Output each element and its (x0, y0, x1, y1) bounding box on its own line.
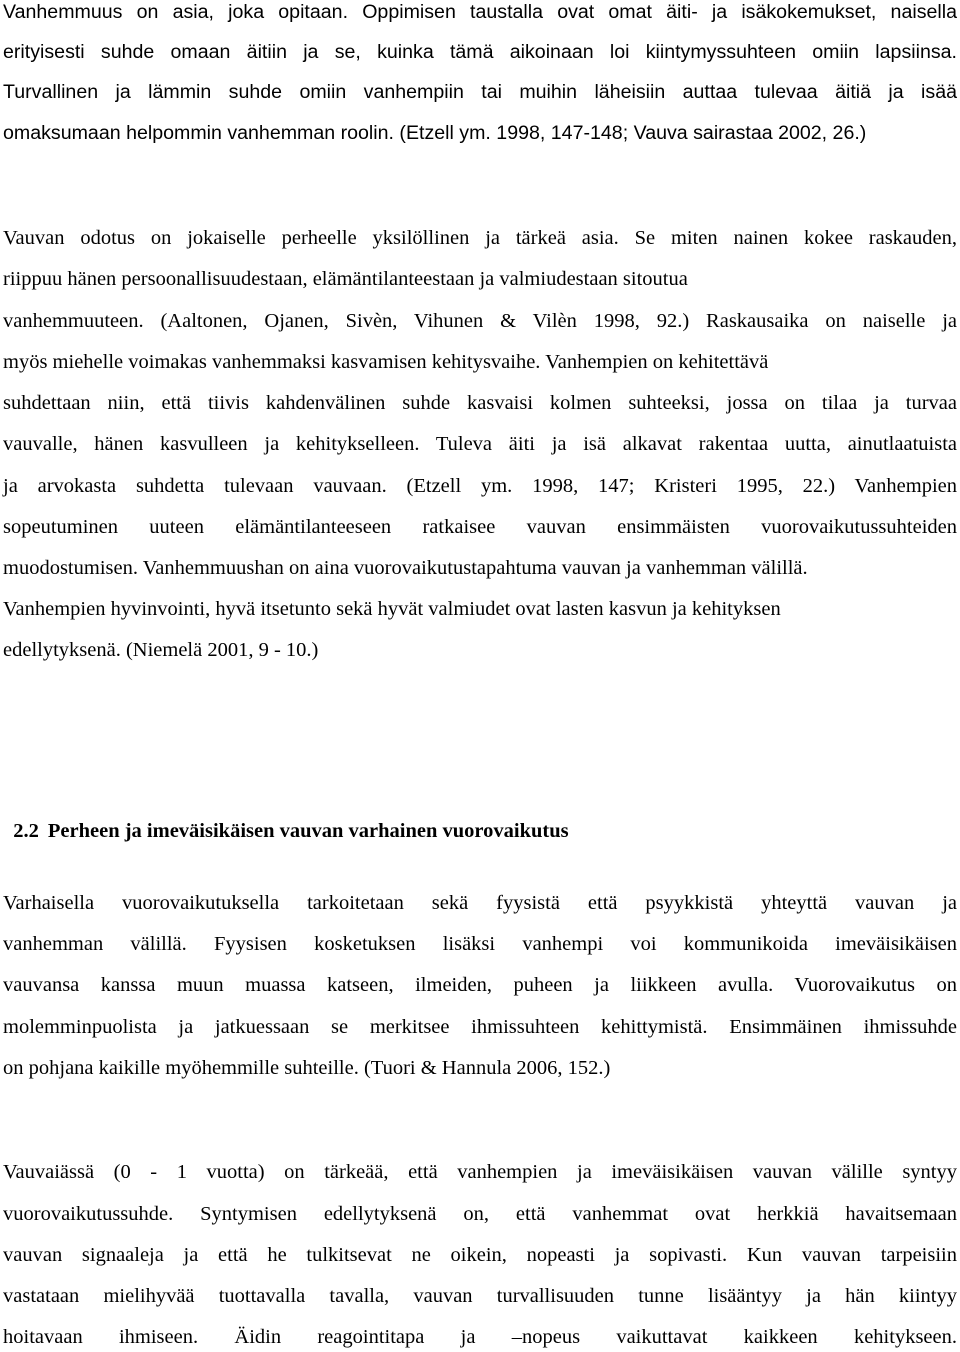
text-line: Vauvaiässä (0 - 1 vuotta) on tärkeää, että vanhempien ja imeväisikäisen vauvan välille syntyy (3, 1161, 957, 1183)
text-line: Vanhempien hyvinvointi, hyvä itsetunto sekä hyvät valmiudet ovat lasten kasvun ja kehityksen (3, 598, 781, 620)
text-line: Vanhemmuus on asia, joka opitaan. Oppimisen taustalla ovat omat äiti- ja isäkokemukset, naisella (3, 1, 957, 23)
text-line: vanhemman välillä. Fyysisen kosketuksen lisäksi vanhempi voi kommunikoida imeväisikäisen (3, 933, 957, 955)
text-line: suhdettaan niin, että tiivis kahdenvälinen suhde kasvaisi kolmen suhteeksi, jossa on tilaa ja turvaa (3, 392, 957, 414)
text-line: on pohjana kaikille myöhemmille suhteille. (Tuori & Hannula 2006, 152.) (3, 1057, 611, 1079)
text-line: vauvansa kanssa muun muassa katseen, ilmeiden, puheen ja liikkeen avulla. Vuorovaikutus on (3, 974, 957, 996)
text-line: omaksumaan helpommin vanhemman roolin. (Etzell ym. 1998, 147-148; Vauva sairastaa 2002, 26.) (3, 122, 867, 144)
text-line: myös miehelle voimakas vanhemmaksi kasvamisen kehitysvaihe. Vanhempien on kehitettävä (3, 351, 769, 373)
text-line: Vauvan odotus on jokaiselle perheelle yksilöllinen ja tärkeä asia. Se miten nainen kokee raskauden, (3, 227, 957, 249)
text-line: vauvan signaaleja ja että he tulkitsevat ne oikein, nopeasti ja sopivasti. Kun vauvan tarpeisiin (3, 1244, 957, 1266)
text-line: edellytyksenä. (Niemelä 2001, 9 - 10.) (3, 639, 319, 661)
section-number: 2.2 (13, 819, 39, 842)
text-line: Varhaisella vuorovaikutuksella tarkoitetaan sekä fyysistä että psyykkistä yhteyttä vauvan ja (3, 892, 957, 914)
section-heading (3, 800, 569, 841)
text-line: vanhemmuuteen. (Aaltonen, Ojanen, Sivèn, Vihunen & Vilèn 1998, 92.) Raskausaika on naiselle ja (3, 310, 957, 332)
text-line: vauvalle, hänen kasvulleen ja kehitykselleen. Tuleva äiti ja isä alkavat rakentaa uutta, ainutlaatuista (3, 433, 957, 455)
section-title: Perheen ja imeväisikäisen vauvan varhainen vuorovaikutus (47, 819, 569, 842)
text-line: muodostumisen. Vanhemmuushan on aina vuorovaikutustapahtuma vauvan ja vanhemman välillä. (3, 557, 808, 579)
text-line: Turvallinen ja lämmin suhde omiin vanhempiin tai muihin läheisiin auttaa tulevaa äitiä ja isää (3, 81, 957, 103)
text-line: ja arvokasta suhdetta tulevaan vauvaan. (Etzell ym. 1998, 147; Kristeri 1995, 22.) Vanhempien (3, 475, 957, 497)
text-line: hoitavaan ihmiseen. Äidin reagointitapa ja –nopeus vaikuttavat kaikkeen kehitykseen. (3, 1326, 957, 1348)
text-line: molemminpuolista ja jatkuessaan se merkitsee ihmissuhteen kehittymistä. Ensimmäinen ihmissuhde (3, 1016, 957, 1038)
text-line: vuorovaikutussuhde. Syntymisen edellytyksenä on, että vanhemmat ovat herkkiä havaitsemaan (3, 1203, 957, 1225)
text-line: riippuu hänen persoonallisuudestaan, elämäntilanteestaan ja valmiudestaan sitoutua (3, 268, 688, 290)
text-line: erityisesti suhde omaan äitiin ja se, kuinka tämä aikoinaan loi kiintymyssuhteen omiin lapsiinsa. (3, 41, 957, 63)
text-line: sopeutuminen uuteen elämäntilanteeseen ratkaisee vauvan ensimmäisten vuorovaikutussuhteiden (3, 516, 957, 538)
text-line: vastataan mielihyvää tuottavalla tavalla, vauvan turvallisuuden tunne lisääntyy ja hän kiintyy (3, 1285, 957, 1307)
